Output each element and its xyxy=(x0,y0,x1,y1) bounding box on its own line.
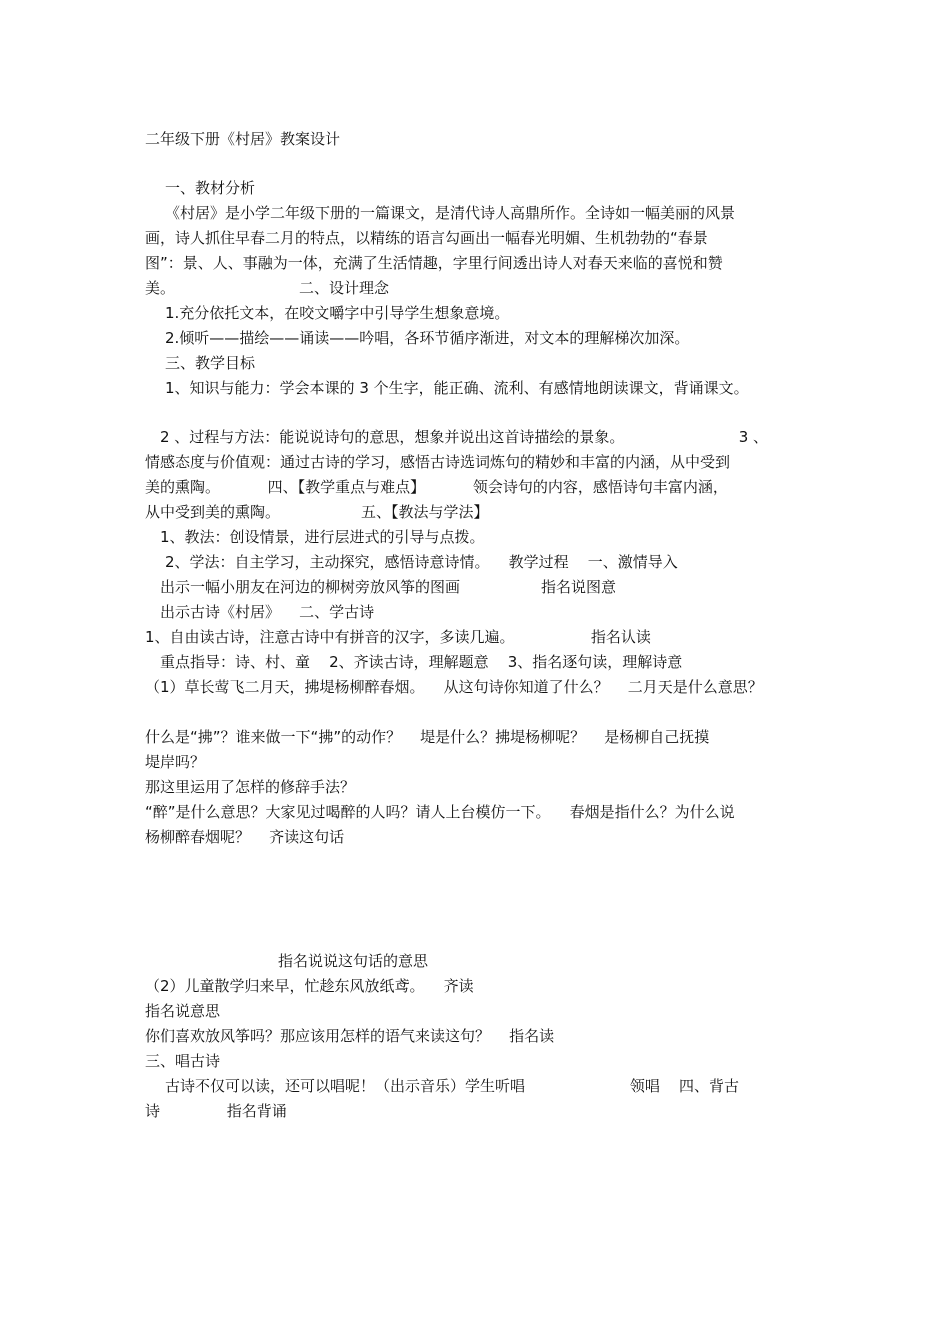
paragraph-line: 指名说意思 xyxy=(145,1002,221,1020)
paragraph-line: 2、学法：自主学习，主动探究，感悟诗意诗情。 教学过程 一、激情导入 xyxy=(165,553,678,571)
paragraph-line: 1、知识与能力：学会本课的 3 个生字，能正确、流利、有感情地朗读课文，背诵课文。 xyxy=(165,379,749,397)
paragraph-line: 2 、过程与方法：能说说诗句的意思，想象并说出这首诗描绘的景象。 3 、 xyxy=(160,428,769,446)
paragraph-line: 2.倾听——描绘——诵读——吟唱，各环节循序渐进，对文本的理解梯次加深。 xyxy=(165,329,690,347)
section-heading: 三、唱古诗 xyxy=(145,1052,221,1070)
paragraph-line: 古诗不仅可以读，还可以唱呢！（出示音乐）学生听唱 领唱 四、背古 xyxy=(165,1077,739,1095)
paragraph-line: 你们喜欢放风筝吗？那应该用怎样的语气来读这句？ 指名读 xyxy=(145,1027,555,1045)
paragraph-line: （1）草长莺飞二月天，拂堤杨柳醉春烟。 从这句诗你知道了什么？ 二月天是什么意思？ xyxy=(145,678,763,696)
paragraph-line: 杨柳醉春烟呢？ 齐读这句话 xyxy=(145,828,345,846)
document-title: 二年级下册《村居》教案设计 xyxy=(145,130,341,148)
paragraph-line: 重点指导：诗、村、童 2、齐读古诗，理解题意 3、指名逐句读，理解诗意 xyxy=(160,653,683,671)
paragraph-line: 什么是“拂”？谁来做一下“拂”的动作？ 堤是什么？拂堤杨柳呢？ 是杨柳自己抚摸 xyxy=(145,728,710,746)
paragraph-line: （2）儿童散学归来早，忙趁东风放纸鸢。 齐读 xyxy=(145,977,474,995)
paragraph-line: 《村居》是小学二年级下册的一篇课文，是清代诗人高鼎所作。全诗如一幅美丽的风景 xyxy=(165,204,736,222)
paragraph-line: 出示一幅小朋友在河边的柳树旁放风筝的图画 指名说图意 xyxy=(160,578,617,596)
section-heading: 一、教材分析 xyxy=(165,179,256,197)
paragraph-line: 指名说说这句话的意思 xyxy=(278,952,429,970)
paragraph-line: 1.充分依托文本，在咬文嚼字中引导学生想象意境。 xyxy=(165,304,510,322)
paragraph-line: 美。 二、设计理念 xyxy=(145,279,389,297)
paragraph-line: 1、教法：创设情景，进行层进式的引导与点拨。 xyxy=(160,528,485,546)
paragraph-line: 情感态度与价值观：通过古诗的学习，感悟古诗选词炼句的精妙和丰富的内涵，从中受到 xyxy=(145,453,731,471)
paragraph-line: 画，诗人抓住早春二月的特点，以精练的语言勾画出一幅春光明媚、生机勃勃的“春景 xyxy=(145,229,708,247)
section-heading: 三、教学目标 xyxy=(165,354,256,372)
paragraph-line: 出示古诗《村居》 二、学古诗 xyxy=(160,603,375,621)
paragraph-line: 堤岸吗？ xyxy=(145,753,206,771)
paragraph-line: 诗 指名背诵 xyxy=(145,1102,287,1120)
paragraph-line: 图”：景、人、事融为一体，充满了生活情趣，字里行间透出诗人对春天来临的喜悦和赞 xyxy=(145,254,723,272)
paragraph-line: 1、自由读古诗，注意古诗中有拼音的汉字，多读几遍。 指名认读 xyxy=(145,628,651,646)
paragraph-line: “醉”是什么意思？大家见过喝醉的人吗？请人上台模仿一下。 春烟是指什么？为什么说 xyxy=(145,803,735,821)
paragraph-line: 那这里运用了怎样的修辞手法？ xyxy=(145,778,356,796)
paragraph-line: 从中受到美的熏陶。 五、【教法与学法】 xyxy=(145,503,489,521)
paragraph-line: 美的熏陶。 四、【教学重点与难点】 领会诗句的内容，感悟诗句丰富内涵， xyxy=(145,478,728,496)
